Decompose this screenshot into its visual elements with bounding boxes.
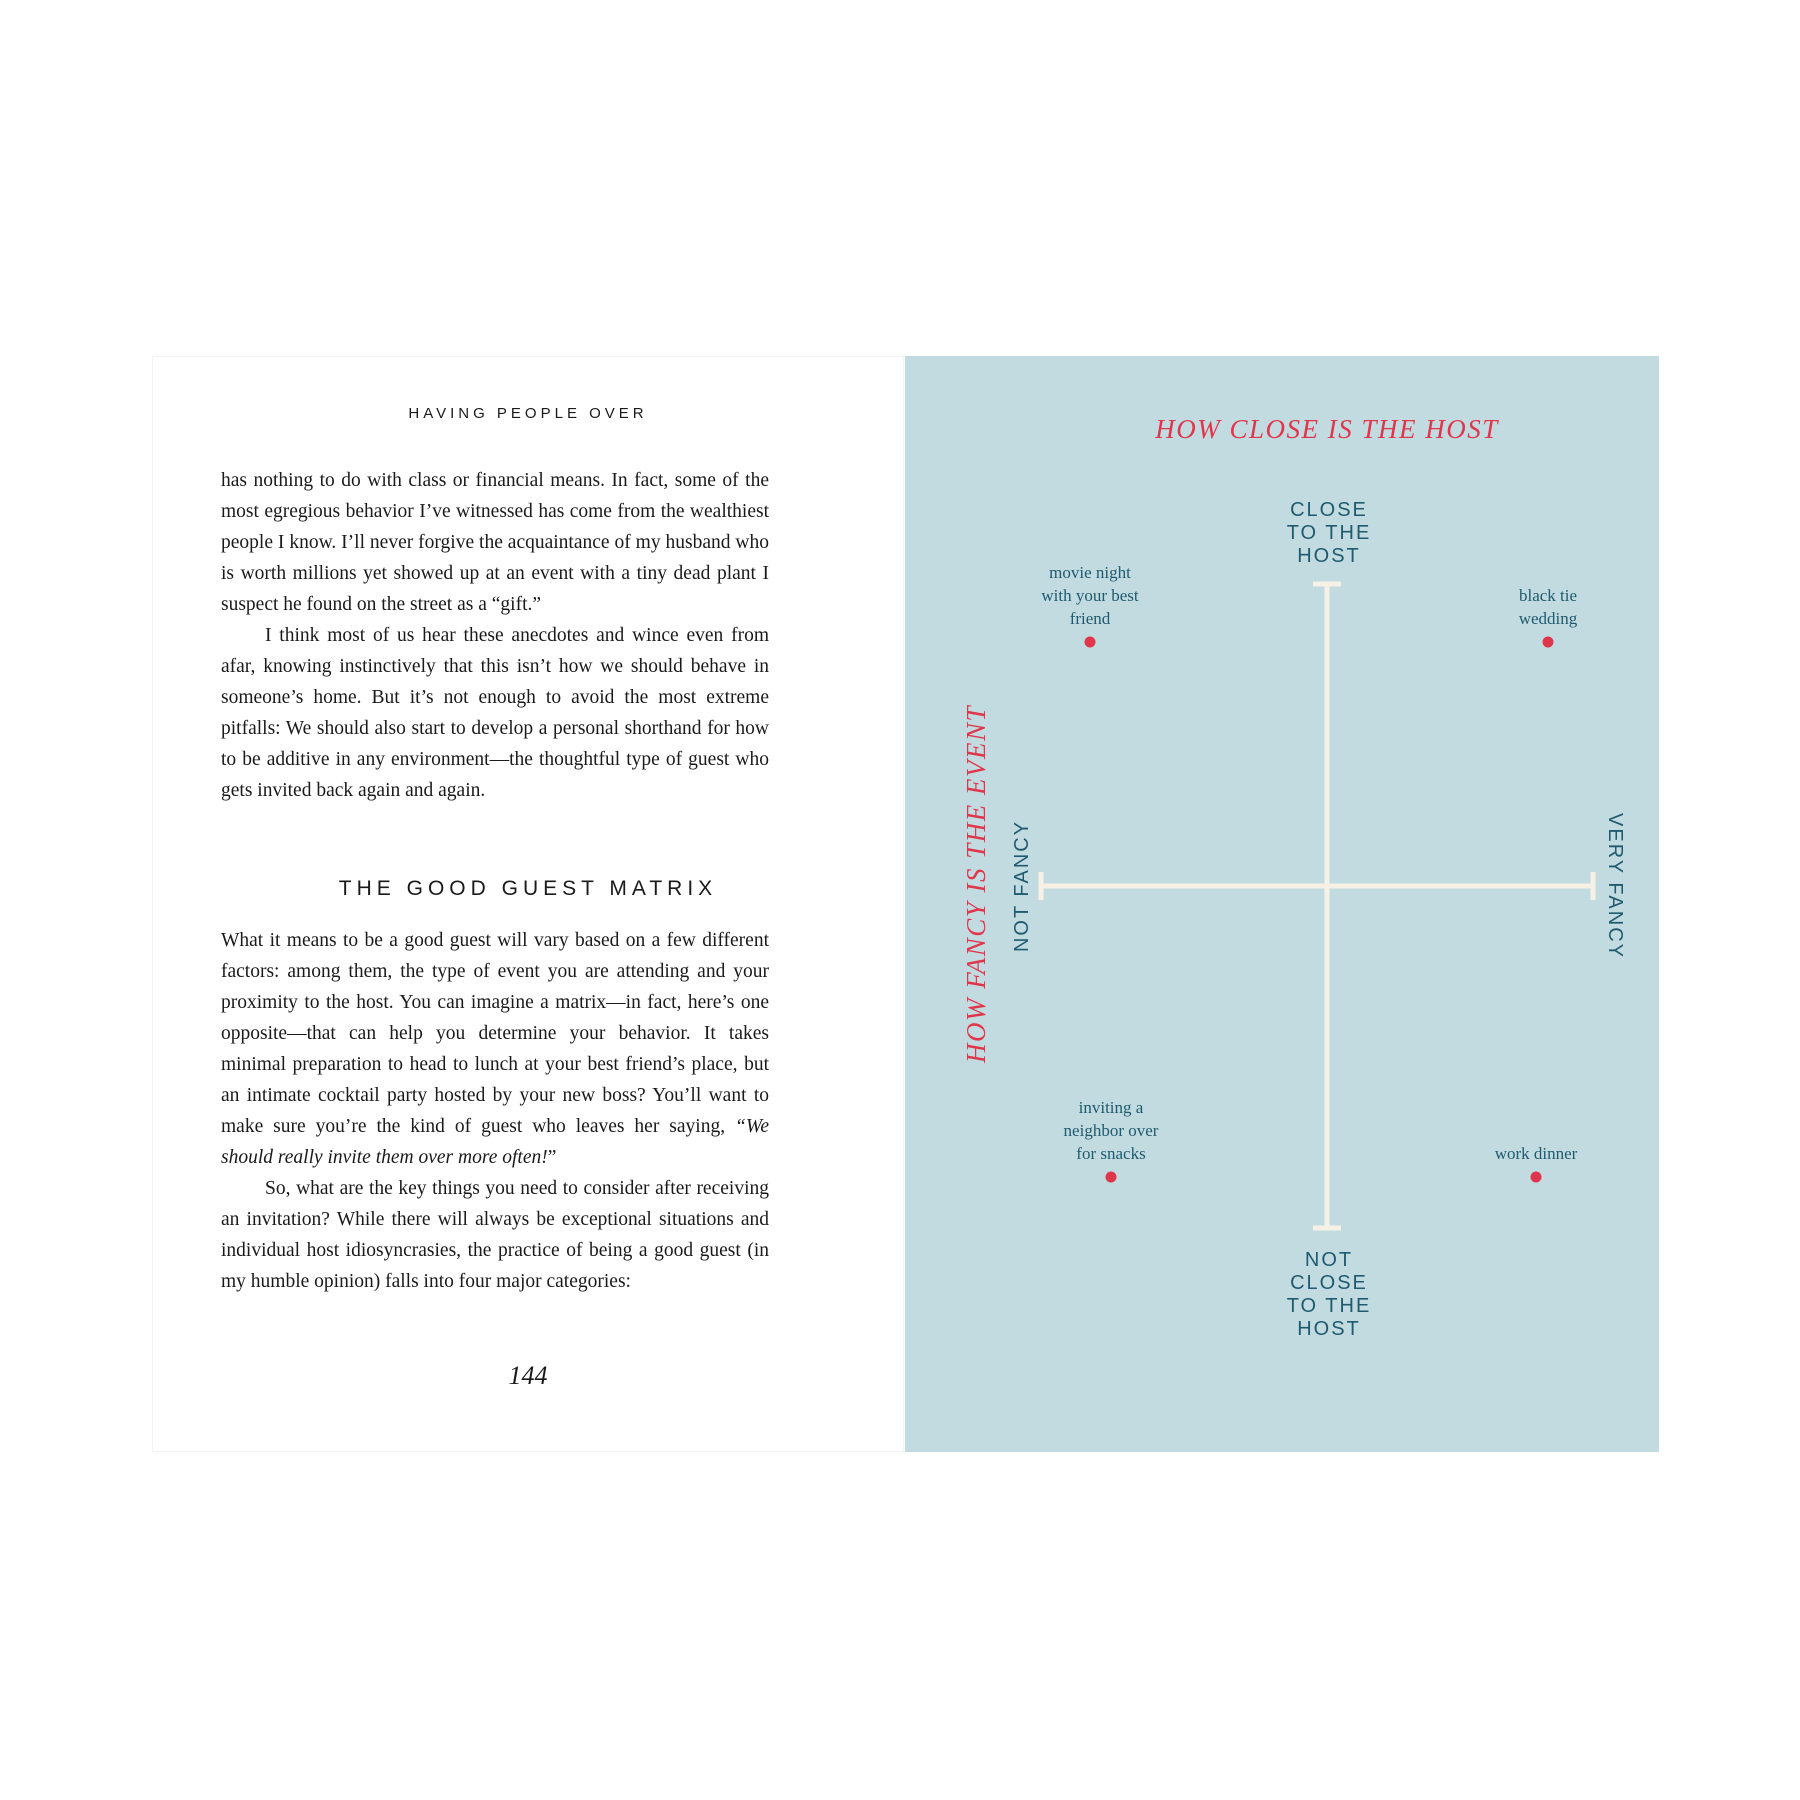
page-number: 144 [508, 1361, 548, 1390]
point-label-line: neighbor over [1063, 1121, 1159, 1140]
axis-bottom-label-line: CLOSE [1290, 1272, 1368, 1294]
good-guest-matrix [905, 356, 1659, 1452]
section-heading: THE GOOD GUEST MATRIX [338, 877, 718, 900]
axis-right-label: VERY FANCY [1604, 813, 1626, 959]
axis-bottom-label-line: HOST [1297, 1318, 1361, 1340]
axis-top-label-line: TO THE [1286, 522, 1372, 544]
left-page [152, 356, 904, 1452]
axis-top-label-line: CLOSE [1290, 499, 1368, 521]
paragraph: has nothing to do with class or financial means. In fact, some of the most egregious behavior I’ve witnessed has come from the wealthiest people I know. I’ll never forgive the acquaintance of my husband who is worth millions yet showed up at an event with a tiny dead plant I suspect he found on the street as a “gift.” [221, 470, 769, 615]
point-dot [1543, 637, 1554, 648]
paragraph-quote-end: ” [547, 1147, 557, 1168]
right-page [905, 356, 1659, 1452]
point-label-line: work dinner [1494, 1144, 1578, 1163]
point-label-line: with your best [1041, 586, 1139, 605]
matrix-point [1041, 563, 1139, 648]
point-dot [1106, 1172, 1117, 1183]
matrix-point [1519, 586, 1578, 648]
paragraph: I think most of us hear these anecdotes and wince even from afar, knowing instinctively that this isn’t how we should behave in someone’s home. But it’s not enough to avoid the most extreme pitfalls: We should also start to develop a personal shorthand for how to be additive in any environment—the thoughtful type of guest who gets invited back again and again. [221, 625, 769, 801]
running-head: HAVING PEOPLE OVER [408, 405, 648, 422]
point-label-line: for snacks [1076, 1144, 1146, 1163]
paragraph: So, what are the key things you need to consider after receiving an invitation? While there will always be exceptional situations and individual host idiosyncrasies, the practice of being a good guest (in my humble opinion) falls into four major categories: [221, 1178, 769, 1292]
body-text-top [221, 465, 769, 806]
axis-bottom-label-line: NOT [1304, 1249, 1354, 1271]
axis-left-label: NOT FANCY [1011, 819, 1033, 953]
paragraph-quote: “We should really invite them over more often! [221, 1116, 769, 1168]
matrix-title-top: HOW CLOSE IS THE HOST [1155, 414, 1499, 444]
matrix-title-side: HOW FANCY IS THE EVENT [961, 704, 991, 1064]
point-label-line: wedding [1518, 609, 1578, 628]
point-label-line: inviting a [1078, 1098, 1144, 1117]
point-label-line: friend [1069, 609, 1111, 628]
paragraph [221, 925, 769, 1173]
point-label-line: black tie [1518, 586, 1578, 605]
matrix-point [1495, 1144, 1578, 1183]
paragraph-text: What it means to be a good guest will vary based on a few different factors: among them, the type of event you are attending and your proximity to the host. You can imagine a matrix—in fact, here’s one opposite—that can help you determine your behavior. It takes minimal preparation to head to lunch at your best friend’s place, but an intimate cocktail party hosted by your new boss? You’ll want to make sure you’re the kind of guest who leaves her saying, [221, 930, 769, 1137]
point-dot [1531, 1172, 1542, 1183]
axis-bottom-label-line: TO THE [1286, 1295, 1372, 1317]
matrix-point [1064, 1098, 1159, 1183]
body-text-bottom [221, 925, 769, 1297]
point-dot [1085, 637, 1096, 648]
axis-top-label-line: HOST [1297, 545, 1361, 567]
point-label-line: movie night [1049, 563, 1131, 582]
